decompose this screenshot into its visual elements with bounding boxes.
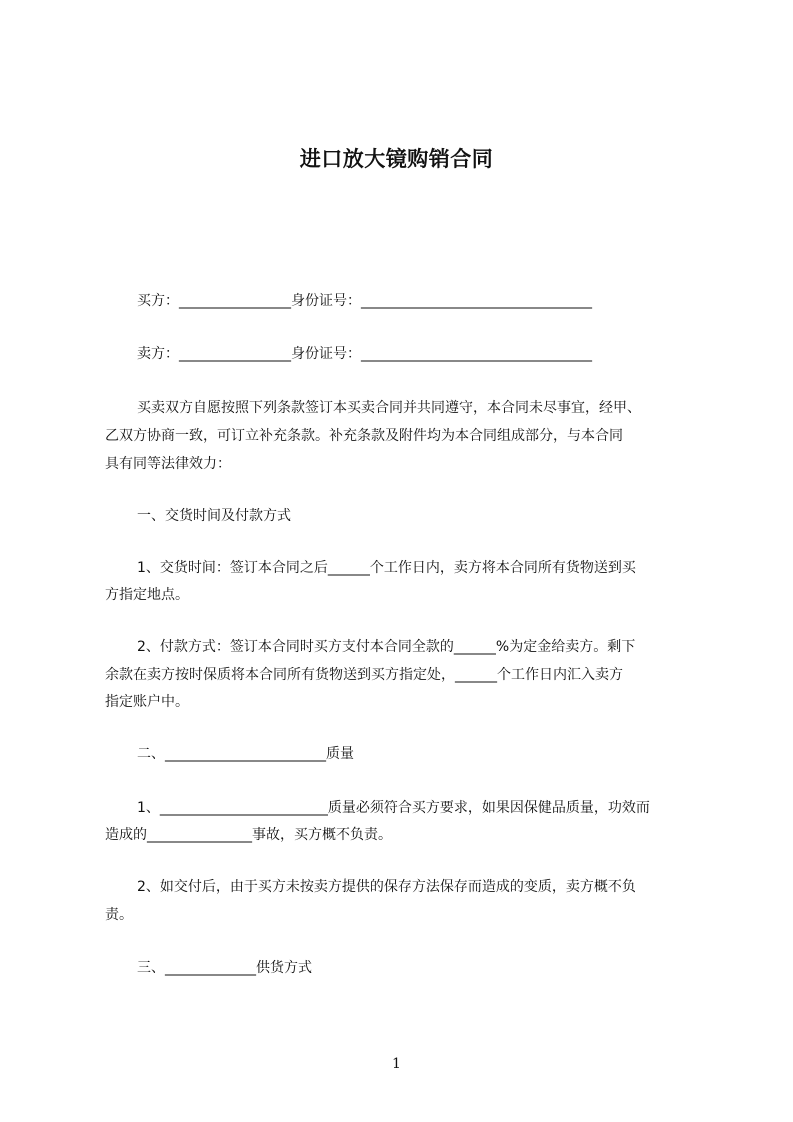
s2-item2-line-1: 2、如交付后，由于买方未按卖方提供的保存方法保存而造成的变质，卖方概不负: [137, 879, 636, 895]
section-1-heading: 一、交货时间及付款方式: [137, 508, 291, 524]
s2-item1-line-1: 1、________________________质量必须符合买方要求，如果因保健品质量，功效而: [137, 800, 650, 816]
buyer-line: 买方：________________身份证号：_________________________________: [137, 293, 592, 309]
s2-item1-line-2: 造成的_______________事故，买方概不负责。: [105, 827, 392, 843]
section-3-heading: 三、_____________供货方式: [137, 960, 312, 976]
contract-title: 进口放大镜购销合同: [299, 147, 494, 171]
s1-item1-line-2: 方指定地点。: [105, 587, 189, 603]
intro-line-3: 具有同等法律效力：: [105, 456, 231, 472]
intro-line-2: 乙双方协商一致，可订立补充条款。补充条款及附件均为本合同组成部分，与本合同: [105, 428, 623, 444]
intro-line-1: 买卖双方自愿按照下列条款签订本买卖合同并共同遵守，本合同未尽事宜，经甲、: [137, 400, 641, 416]
s1-item2-line-1: 2、付款方式：签订本合同时买方支付本合同全款的______%为定金给卖方。剩下: [137, 639, 636, 655]
s1-item2-line-2: 余款在卖方按时保质将本合同所有货物送到买方指定处，______个工作日内汇入卖方: [105, 667, 623, 683]
page-number: 1: [392, 1056, 401, 1072]
s1-item2-line-3: 指定账户中。: [105, 694, 189, 710]
seller-line: 卖方：________________身份证号：_________________________________: [137, 346, 592, 362]
s2-item2-line-2: 责。: [105, 907, 133, 923]
s1-item1-line-1: 1、交货时间：签订本合同之后______个工作日内，卖方将本合同所有货物送到买: [137, 560, 636, 576]
section-2-heading: 二、_______________________质量: [137, 746, 354, 762]
